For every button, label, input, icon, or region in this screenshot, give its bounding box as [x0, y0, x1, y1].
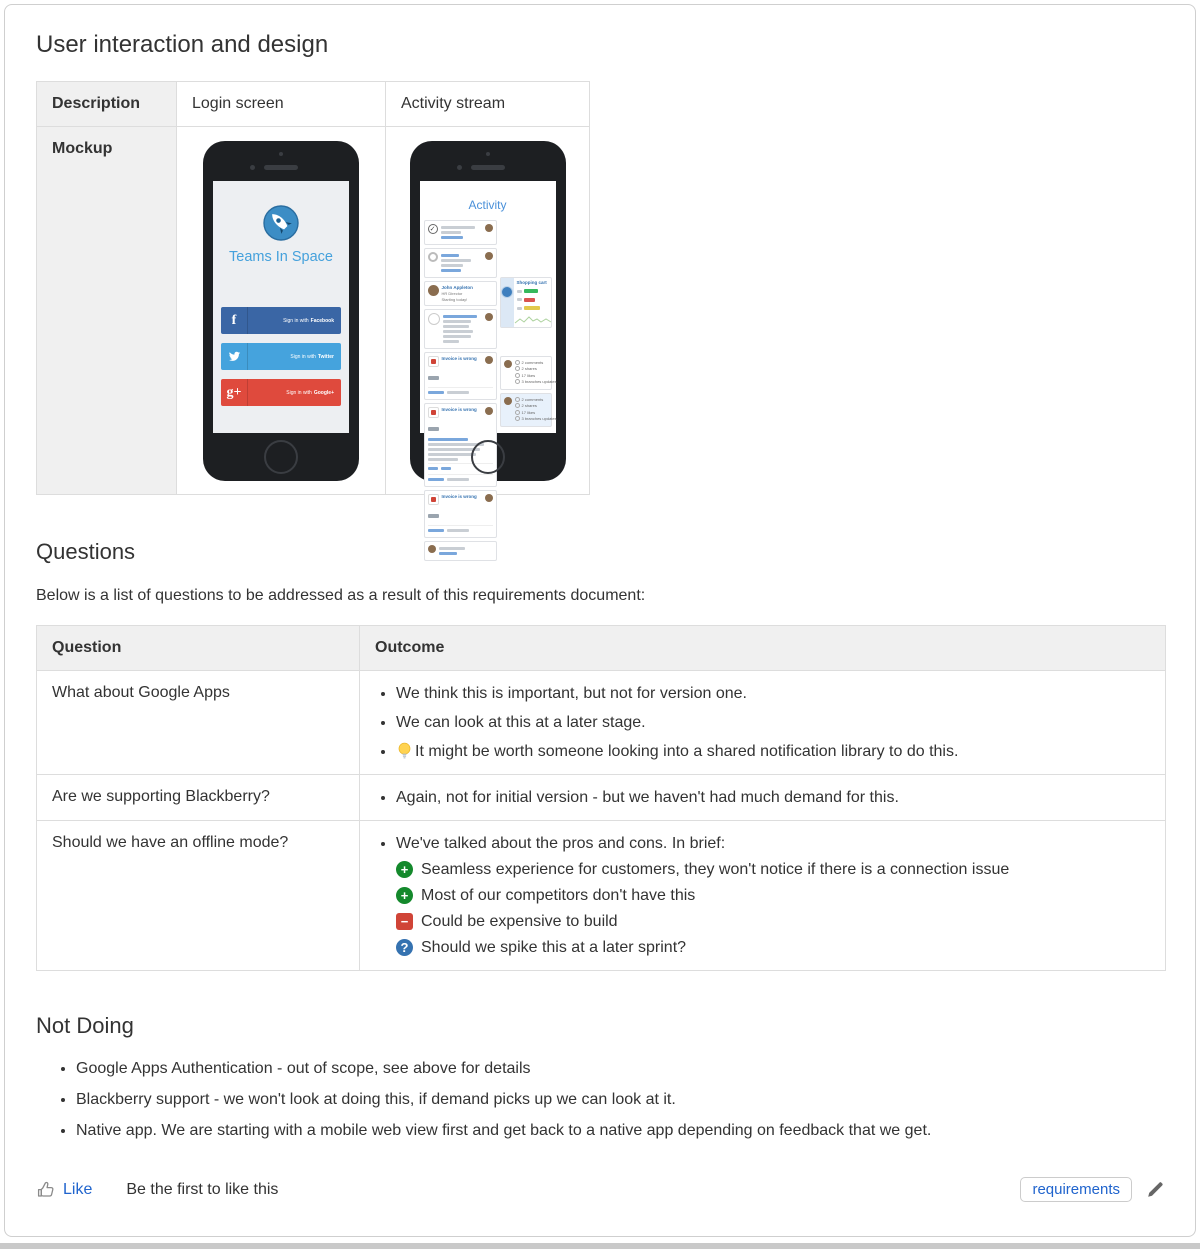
signin-network: Google+: [313, 389, 334, 396]
issue-title: Invoice is wrong: [441, 494, 477, 499]
plus-icon: +: [396, 861, 413, 878]
outcome-bullet: [396, 742, 1150, 761]
activity-screen: [420, 181, 557, 499]
outcome-text: We've talked about the pros and cons. In brief:: [396, 835, 726, 852]
avatar: [504, 360, 512, 368]
status-icon: [428, 252, 438, 262]
share-icon: [515, 403, 520, 408]
pro-text: Most of our competitors don't have this: [421, 887, 696, 904]
skeleton-bar: [517, 290, 522, 293]
avatar: [485, 313, 493, 321]
sign-in-facebook-button[interactable]: [221, 307, 341, 334]
signin-prefix: Sign in with: [283, 317, 309, 324]
avatar: [485, 356, 493, 364]
table-row: [37, 775, 1166, 821]
page-footer: [36, 1177, 1164, 1202]
thumbs-up-icon: [36, 1180, 56, 1200]
todo-card: [424, 220, 497, 245]
like-button[interactable]: [36, 1180, 92, 1200]
text-skeleton: [441, 465, 451, 472]
page-bottom-divider: [0, 1243, 1200, 1249]
outcome-bullet: • We can look at this at a later stage.: [396, 713, 1150, 732]
stat-likes: 17 likes: [521, 372, 536, 378]
profile-name: John Appleton: [441, 285, 473, 290]
comment-icon: [515, 360, 520, 365]
list-item: • Blackberry support - we won't look at doing this, if demand picks up we can look at it.: [76, 1090, 1164, 1110]
pro-text: Seamless experience for customers, they won't notice if there is a connection issue: [421, 861, 1010, 878]
stat-likes: 17 likes: [521, 409, 536, 415]
phone-home-button: [264, 440, 298, 474]
avatar-outline-icon: [428, 313, 440, 325]
like-icon: [515, 373, 520, 378]
avatar: [504, 397, 512, 405]
skeleton-bar: [443, 315, 477, 318]
not-doing-list: [36, 1059, 1164, 1141]
question-item: [396, 938, 1150, 957]
skeleton-bar: [447, 529, 469, 532]
not-doing-heading: Not Doing: [36, 1013, 134, 1038]
skeleton-bar: [428, 438, 468, 441]
skeleton-bar: [443, 330, 473, 333]
status-lozenge: [428, 376, 439, 380]
content-panel: [4, 4, 1196, 1237]
phone-home-button: [471, 440, 505, 474]
text-skeleton: [517, 288, 522, 295]
text-skeleton: [428, 476, 444, 483]
text-skeleton: [443, 313, 482, 345]
text-skeleton: [428, 527, 444, 534]
activity-title: Activity: [468, 198, 507, 212]
stat-branches: 3 branches updates: [521, 416, 557, 421]
skeleton-bar: [428, 453, 476, 456]
text-skeleton: [447, 389, 469, 396]
avatar: [485, 407, 493, 415]
text-skeleton: [441, 252, 482, 274]
skeleton-bar: [439, 552, 457, 555]
profile-role: HR Director: [441, 291, 463, 296]
issue-type-icon: [428, 407, 439, 418]
stats-card-highlighted: [500, 393, 557, 427]
question-text: Should we spike this at a later sprint?: [421, 939, 687, 956]
text-skeleton: [428, 465, 438, 472]
question-cell: What about Google Apps: [37, 671, 360, 775]
signin-network: Twitter: [317, 353, 334, 360]
activity-phone-mockup: [410, 141, 566, 499]
text-skeleton: [517, 296, 522, 303]
skeleton-bar: [428, 391, 444, 394]
red-status-lozenge: [524, 298, 535, 302]
stat-branches: 3 branches updates: [521, 379, 557, 384]
mockup-table-cell-activity-stream: Activity stream: [386, 82, 590, 127]
skeleton-bar: [447, 478, 469, 481]
card-title: Shopping cart: [516, 280, 547, 285]
plus-icon: +: [396, 887, 413, 904]
stat-shares: 2 shares: [521, 366, 537, 371]
shopping-cart-card: [500, 277, 552, 328]
profile-status: Starting today!: [441, 296, 468, 302]
login-phone-mockup: [203, 141, 359, 481]
activity-mockup-cell: [386, 127, 590, 499]
skeleton-bar: [443, 340, 459, 343]
questions-table: [36, 625, 1166, 971]
branch-icon: [515, 416, 520, 421]
skeleton-bar: [439, 547, 465, 550]
yellow-status-lozenge: [524, 306, 540, 310]
teams-in-space-logo-icon: [263, 205, 299, 241]
login-screen: [213, 181, 349, 433]
phone-sensor-dot: [486, 152, 490, 156]
outcome-bullet: [396, 834, 1150, 957]
skeleton-bar: [441, 226, 475, 229]
questions-table-header-outcome: Outcome: [360, 626, 1166, 671]
mockup-table-header-mockup: Mockup: [37, 127, 177, 495]
table-row: [37, 821, 1166, 971]
text-skeleton: [447, 527, 469, 534]
skeleton-bar: [443, 325, 469, 328]
phone-speaker: [264, 165, 298, 170]
skeleton-bar: [441, 259, 471, 262]
pro-item: [396, 860, 1150, 879]
signin-prefix: Sign in with: [290, 353, 316, 360]
twitter-icon: [221, 343, 248, 370]
share-icon: [515, 366, 520, 371]
skeleton-bar: [441, 231, 461, 234]
skeleton-bar: [443, 320, 471, 323]
skeleton-bar: [441, 467, 451, 470]
googleplus-icon: g+: [221, 379, 248, 406]
stat-shares: 2 shares: [521, 403, 537, 408]
skeleton-bar: [441, 236, 463, 239]
phone-speaker: [471, 165, 505, 170]
mockup-table-cell-login-screen: Login screen: [177, 82, 386, 127]
skeleton-bar: [441, 264, 463, 267]
social-signin-buttons: [221, 307, 341, 406]
signin-prefix: Sign in with: [286, 389, 312, 396]
avatar: [485, 494, 493, 502]
facebook-icon: f: [221, 307, 248, 334]
list-item: • Google Apps Authentication - out of scope, see above for details: [76, 1059, 1164, 1079]
file-card: [424, 541, 497, 561]
question-cell: Are we supporting Blackberry?: [37, 775, 360, 821]
avatar: [428, 545, 436, 553]
label-requirements[interactable]: requirements: [1020, 1177, 1132, 1202]
status-lozenge: [428, 514, 439, 518]
phone-camera: [457, 165, 462, 170]
con-item: [396, 912, 1150, 931]
avatar: [485, 224, 493, 232]
skeleton-bar: [428, 529, 444, 532]
text-skeleton: [517, 305, 522, 312]
activity-feed: [424, 220, 557, 561]
skeleton-bar: [428, 467, 438, 470]
like-icon: [515, 410, 520, 415]
stats-card: [500, 356, 557, 390]
outcome-cell: [360, 821, 1166, 971]
question-cell: Should we have an offline mode?: [37, 821, 360, 971]
pros-cons-list: [396, 860, 1150, 957]
outcome-bullet: • We think this is important, but not for version one.: [396, 684, 1150, 703]
outcome-cell: [360, 775, 1166, 821]
issue-title: Invoice is wrong: [441, 407, 477, 412]
page-title: User interaction and design: [36, 31, 329, 58]
signin-network: Facebook: [310, 317, 334, 324]
like-hint: Be the first to like this: [126, 1180, 279, 1198]
outcome-cell: [360, 671, 1166, 775]
edit-labels-pencil-icon[interactable]: [1146, 1181, 1164, 1199]
green-status-lozenge: [524, 289, 538, 293]
list-item: • Native app. We are starting with a mobile web view first and get back to a native app depending on feedback that we get.: [76, 1121, 1164, 1141]
phone-sensor-dot: [279, 152, 283, 156]
skeleton-bar: [447, 391, 469, 394]
skeleton-bar: [517, 307, 522, 310]
text-skeleton: [428, 389, 444, 396]
skeleton-bar: [441, 254, 459, 257]
skeleton-bar: [443, 335, 471, 338]
issue-type-icon: [428, 494, 439, 505]
text-skeleton: [439, 545, 493, 557]
mockup-table-header-description: Description: [37, 82, 177, 127]
issue-card: [424, 352, 497, 400]
issue-title: Invoice is wrong: [441, 356, 477, 361]
avatar: [485, 252, 493, 260]
pro-item: [396, 886, 1150, 905]
question-mark-icon: ?: [396, 939, 413, 956]
like-label: Like: [63, 1180, 93, 1198]
skeleton-bar: [428, 458, 458, 461]
questions-table-header-question: Question: [37, 626, 360, 671]
sign-in-twitter-button[interactable]: [221, 343, 341, 370]
branch-icon: [515, 379, 520, 384]
stat-comments: 2 comments: [521, 396, 544, 402]
skeleton-bar: [441, 269, 461, 272]
note-card: [424, 248, 497, 278]
share-card: [424, 309, 497, 349]
profile-card: [424, 281, 497, 306]
text-skeleton: [447, 476, 469, 483]
status-lozenge: [428, 427, 439, 431]
text-skeleton: [441, 224, 482, 241]
brand-name: Teams In Space: [229, 249, 333, 265]
outcome-bullet: • Again, not for initial version - but we haven't had much demand for this.: [396, 788, 1150, 807]
skeleton-bar: [428, 478, 444, 481]
table-row: [37, 671, 1166, 775]
avatar: [428, 285, 439, 296]
sparkline-chart: [515, 313, 551, 325]
questions-intro: Below is a list of questions to be addressed as a result of this requirements document:: [36, 587, 646, 604]
checkmark-icon: ✓: [428, 224, 438, 234]
issue-type-icon: [428, 356, 439, 367]
minus-icon: −: [396, 913, 413, 930]
phone-camera: [250, 165, 255, 170]
sign-in-googleplus-button[interactable]: [221, 379, 341, 406]
mockup-table: [36, 81, 590, 499]
outcome-text: It might be worth someone looking into a shared notification library to do this.: [415, 743, 959, 760]
con-text: Could be expensive to build: [421, 913, 618, 930]
stat-comments: 2 comments: [521, 359, 544, 365]
lightbulb-icon: [396, 742, 413, 759]
login-mockup-cell: [177, 127, 386, 495]
issue-card: [424, 490, 497, 538]
skeleton-bar: [517, 298, 522, 301]
comment-icon: [515, 397, 520, 402]
cart-icon: [501, 278, 514, 327]
questions-heading: Questions: [36, 539, 136, 564]
